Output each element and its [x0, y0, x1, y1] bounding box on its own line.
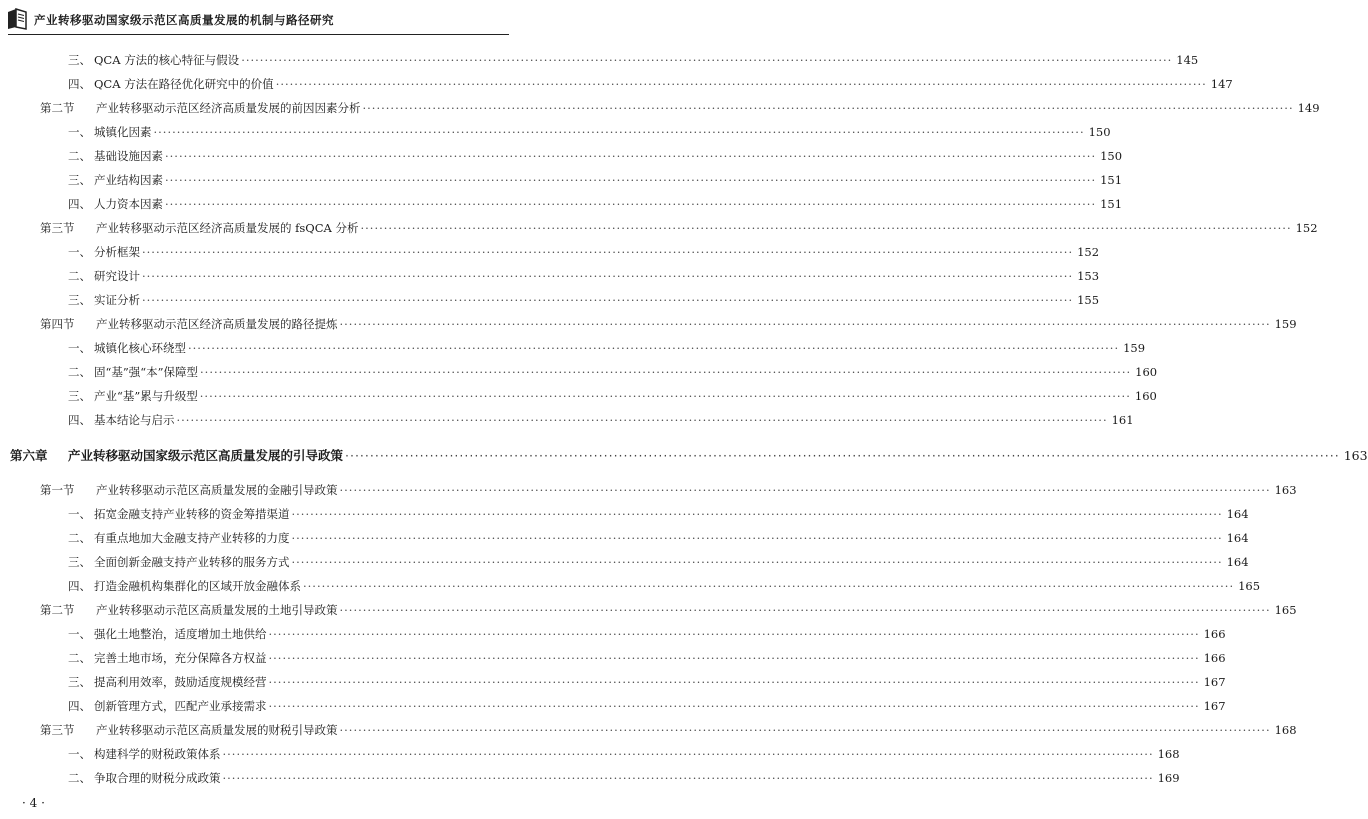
dot-leader: ········································································································································································································ [199, 389, 1131, 403]
toc-page-number: 150 [1088, 125, 1111, 139]
toc-entry-title: 拓宽金融支持产业转移的资金筹措渠道 [94, 507, 290, 521]
toc-entry-number: 一、 [68, 747, 91, 761]
dot-leader: ········································································································································································································ [165, 149, 1097, 163]
toc-entry-title: 产业结构因素 [94, 173, 163, 187]
toc-item-row[interactable] [68, 268, 1100, 286]
toc-entry-title: 研究设计 [94, 269, 140, 283]
dot-leader: ········································································································································································································ [268, 675, 1200, 689]
dot-leader: ········································································································································································································ [176, 413, 1108, 427]
toc-entry-title: 城镇化因素 [94, 125, 152, 139]
toc-page-number: 160 [1134, 389, 1157, 403]
toc-item-row[interactable] [68, 506, 1249, 524]
toc-entry-title: 人力资本因素 [94, 197, 163, 211]
dot-leader: ········································································································································································································ [291, 555, 1223, 569]
toc-page-number: 163 [1343, 448, 1368, 463]
dot-leader: ········································································································································································································ [339, 603, 1271, 617]
toc-entry-title: 全面创新金融支持产业转移的服务方式 [94, 555, 290, 569]
toc-entry-title: 基础设施因素 [94, 149, 163, 163]
toc-section-row[interactable] [40, 220, 1318, 238]
toc-entry-number: 四、 [68, 579, 91, 593]
dot-leader: ········································································································································································································ [222, 747, 1154, 761]
toc-item-row[interactable] [68, 292, 1100, 310]
toc-page-number: 159 [1274, 317, 1297, 331]
toc-entry-number: 第四节 [40, 317, 75, 331]
toc-item-row[interactable] [68, 244, 1100, 262]
toc-entry-number: 三、 [68, 293, 91, 307]
page-number: · 4 · [22, 796, 45, 810]
toc-entry-number: 第一节 [40, 483, 75, 497]
toc-entry-number: 二、 [68, 531, 91, 545]
dot-leader: ········································································································································································································ [339, 317, 1271, 331]
toc-entry-title: 构建科学的财税政策体系 [94, 747, 221, 761]
dot-leader: ········································································································································································································ [339, 483, 1271, 497]
book-icon [6, 8, 30, 30]
toc-page-number: 167 [1203, 675, 1226, 689]
toc-page-number: 164 [1226, 531, 1249, 545]
toc-entry-title: 产业转移驱动示范区经济高质量发展的前因因素分析 [96, 101, 361, 115]
toc-entry-title: 产业转移驱动示范区高质量发展的财税引导政策 [96, 723, 338, 737]
toc-page-number: 160 [1135, 365, 1158, 379]
toc-page-number: 151 [1100, 197, 1123, 211]
toc-item-row[interactable] [68, 698, 1226, 716]
header-divider [8, 34, 509, 35]
toc-item-row[interactable] [68, 554, 1249, 572]
toc-item-row[interactable] [68, 76, 1233, 94]
toc-section-row[interactable] [40, 316, 1297, 334]
dot-leader: ········································································································································································································ [222, 771, 1154, 785]
toc-page-number: 164 [1226, 555, 1249, 569]
toc-entry-title: 完善土地市场，充分保障各方权益 [94, 651, 267, 665]
toc-entry-number: 四、 [68, 197, 91, 211]
toc-entry-number: 二、 [68, 651, 91, 665]
toc-page-number: 167 [1203, 699, 1226, 713]
toc-entry-title: 产业转移驱动国家级示范区高质量发展的引导政策 [68, 448, 344, 463]
toc-entry-title: 实证分析 [94, 293, 140, 307]
toc-entry-number: 四、 [68, 77, 91, 91]
toc-section-row[interactable] [40, 482, 1297, 500]
toc-page-number: 163 [1274, 483, 1297, 497]
toc-entry-title: 固“基”强“本”保障型 [94, 365, 199, 379]
dot-leader: ········································································································································································································ [268, 627, 1200, 641]
toc-item-row[interactable] [68, 364, 1158, 382]
toc-page-number: 151 [1100, 173, 1123, 187]
dot-leader: ········································································································································································································ [153, 125, 1085, 139]
toc-entry-number: 三、 [68, 555, 91, 569]
dot-leader: ········································································································································································································ [188, 341, 1120, 355]
toc-section-row[interactable] [40, 602, 1297, 620]
dot-leader: ········································································································································································································ [142, 245, 1074, 259]
dot-leader: ········································································································································································································ [241, 53, 1173, 67]
dot-leader: ········································································································································································································ [339, 723, 1271, 737]
toc-page-number: 164 [1226, 507, 1249, 521]
dot-leader: ········································································································································································································ [200, 365, 1132, 379]
toc-page-number: 165 [1274, 603, 1297, 617]
toc-entry-number: 一、 [68, 507, 91, 521]
toc-page-number: 169 [1157, 771, 1180, 785]
toc-page-number: 161 [1111, 413, 1134, 427]
toc-entry-title: 分析框架 [94, 245, 140, 259]
toc-entry-title: 有重点地加大金融支持产业转移的力度 [94, 531, 290, 545]
toc-page-number: 145 [1176, 53, 1199, 67]
dot-leader: ········································································································································································································ [268, 651, 1200, 665]
toc-entry-title: 提高利用效率，鼓励适度规模经营 [94, 675, 267, 689]
toc-page-number: 168 [1157, 747, 1180, 761]
toc-item-row[interactable] [68, 746, 1180, 764]
toc-entry-number: 三、 [68, 389, 91, 403]
dot-leader: ········································································································································································································ [362, 101, 1294, 115]
dot-leader: ········································································································································································································ [291, 531, 1223, 545]
dot-leader: ········································································································································································································ [360, 221, 1292, 235]
toc-entry-number: 一、 [68, 341, 91, 355]
toc-item-row[interactable] [68, 52, 1199, 70]
toc-item-row[interactable] [68, 578, 1261, 596]
toc-page-number: 153 [1077, 269, 1100, 283]
toc-page-number: 165 [1238, 579, 1261, 593]
toc-entry-number: 第三节 [40, 221, 75, 235]
toc-item-row[interactable] [68, 124, 1111, 142]
toc-entry-number: 第二节 [40, 101, 75, 115]
toc-item-row[interactable] [68, 148, 1123, 166]
toc-item-row[interactable] [68, 196, 1123, 214]
toc-item-row[interactable] [68, 340, 1146, 358]
toc-entry-number: 二、 [68, 771, 91, 785]
toc-entry-number: 三、 [68, 53, 91, 67]
toc-item-row[interactable] [68, 530, 1249, 548]
toc-page-number: 147 [1210, 77, 1233, 91]
toc-entry-title: 产业转移驱动示范区经济高质量发展的 fsQCA 分析 [96, 221, 359, 235]
toc-entry-title: 产业转移驱动示范区经济高质量发展的路径提炼 [96, 317, 338, 331]
toc-entry-number: 二、 [68, 149, 91, 163]
toc-section-row[interactable] [40, 722, 1297, 740]
toc-entry-title: 城镇化核心环绕型 [94, 341, 186, 355]
dot-leader: ········································································································································································································ [165, 197, 1097, 211]
toc-entry-number: 四、 [68, 413, 91, 427]
toc-entry-title: QCA 方法的核心特征与假设 [94, 53, 240, 67]
toc-entry-title: 强化土地整治，适度增加土地供给 [94, 627, 267, 641]
toc-entry-title: 创新管理方式，匹配产业承接需求 [94, 699, 267, 713]
toc-entry-number: 二、 [68, 365, 91, 379]
dot-leader: ········································································································································································································ [291, 507, 1223, 521]
toc-page-number: 150 [1100, 149, 1123, 163]
toc-page-number: 166 [1203, 627, 1226, 641]
dot-leader: ········································································································································································································ [275, 77, 1207, 91]
toc-entry-number: 一、 [68, 627, 91, 641]
toc-entry-number: 三、 [68, 675, 91, 689]
toc-entry-title: 产业“基”累与升级型 [94, 389, 198, 403]
running-header [0, 6, 517, 34]
header-title: 产业转移驱动国家级示范区高质量发展的机制与路径研究 [34, 13, 334, 27]
toc-section-row[interactable] [40, 100, 1320, 118]
toc-entry-title: 基本结论与启示 [94, 413, 175, 427]
toc-entry-number: 一、 [68, 125, 91, 139]
toc-entry-title: 争取合理的财税分成政策 [94, 771, 221, 785]
dot-leader: ········································································································································································································ [268, 699, 1200, 713]
toc-entry-number: 三、 [68, 173, 91, 187]
toc-entry-title: 产业转移驱动示范区高质量发展的金融引导政策 [96, 483, 338, 497]
toc-entry-number: 第三节 [40, 723, 75, 737]
toc-page-number: 168 [1274, 723, 1297, 737]
toc-page-number: 166 [1203, 651, 1226, 665]
toc-entry-number: 一、 [68, 245, 91, 259]
toc-item-row[interactable] [68, 770, 1180, 788]
toc-entry-title: QCA 方法在路径优化研究中的价值 [94, 77, 274, 91]
toc-item-row[interactable] [68, 626, 1226, 644]
toc-entry-number: 四、 [68, 699, 91, 713]
dot-leader: ········································································································································································································ [142, 293, 1074, 307]
toc-page-number: 155 [1077, 293, 1100, 307]
dot-leader: ········································································································································································································ [165, 173, 1097, 187]
dot-leader: ········································································································································································································ [303, 579, 1235, 593]
toc-item-row[interactable] [68, 388, 1157, 406]
toc-item-row[interactable] [68, 412, 1134, 430]
toc-chapter-row[interactable] [10, 446, 1368, 464]
toc-entry-title: 产业转移驱动示范区高质量发展的土地引导政策 [96, 603, 338, 617]
toc-page-number: 149 [1297, 101, 1320, 115]
toc-item-row[interactable] [68, 674, 1226, 692]
toc-entry-number: 第六章 [10, 448, 48, 463]
dot-leader: ········································································································································································································ [142, 269, 1074, 283]
toc-entry-title: 打造金融机构集群化的区域开放金融体系 [94, 579, 301, 593]
dot-leader: ········································································································································································································ [345, 448, 1340, 463]
toc-item-row[interactable] [68, 650, 1226, 668]
toc-entry-number: 二、 [68, 269, 91, 283]
toc-entry-number: 第二节 [40, 603, 75, 617]
toc-page-number: 152 [1295, 221, 1318, 235]
toc-page-number: 152 [1077, 245, 1100, 259]
toc-page-number: 159 [1123, 341, 1146, 355]
toc-item-row[interactable] [68, 172, 1123, 190]
